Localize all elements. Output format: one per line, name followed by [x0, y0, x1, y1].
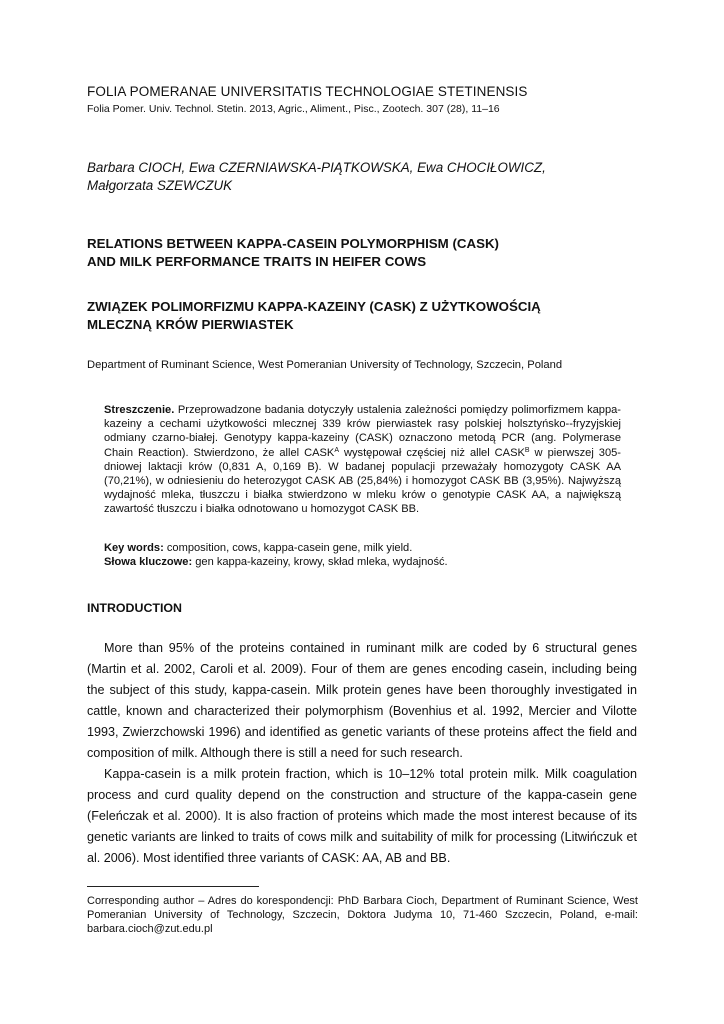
keywords-block — [104, 541, 621, 569]
title-pl-line-1: ZWIĄZEK POLIMORFIZMU KAPPA-KAZEINY (CASK) Z UŻYTKOWOŚCIĄ — [87, 299, 541, 314]
keywords-en-label: Key words: — [104, 542, 164, 554]
keywords-polish — [104, 555, 621, 569]
footnote-divider — [87, 886, 259, 887]
title-pl-line-2: MLECZNĄ KRÓW PIERWIASTEK — [87, 317, 294, 332]
introduction-paragraph-2: Kappa-casein is a milk protein fraction, which is 10–12% total protein milk. Milk coagulation process and curd quality depend on the construction and structure of the kappa-casein gene (Feleńczak et al. 2000). It is also fraction of proteins which made the most interest because of its genetic variants are linked to traits of cows milk and suitability of milk for processing (Litwińczuk et al. 2006). Most identified three variants of CASK: AA, AB and BB. — [87, 767, 637, 865]
journal-citation: Folia Pomer. Univ. Technol. Stetin. 2013, Agric., Aliment., Pisc., Zootech. 307 (28), 11–16 — [87, 103, 500, 115]
abstract-label: Streszczenie. — [104, 404, 175, 416]
paper-title-english — [87, 235, 647, 271]
abstract — [104, 403, 621, 517]
section-heading-introduction: INTRODUCTION — [87, 601, 182, 615]
keywords-pl-label: Słowa kluczowe: — [104, 556, 193, 569]
author-line-1: Barbara CIOCH, Ewa CZERNIAWSKA-PIĄTKOWSKA, Ewa CHOCIŁOWICZ, — [87, 160, 546, 175]
author-line-2: Małgorzata SZEWCZUK — [87, 178, 233, 193]
paper-title-polish — [87, 298, 647, 334]
title-en-line-2: AND MILK PERFORMANCE TRAITS IN HEIFER COWS — [87, 254, 427, 269]
abstract-text-part-2: występował częściej niż allel CASK — [338, 446, 525, 459]
keywords-english — [104, 541, 621, 555]
keywords-pl-text: gen kappa-kazeiny, krowy, skład mleka, wydajność. — [192, 556, 448, 569]
author-affiliation: Department of Ruminant Science, West Pomeranian University of Technology, Szczecin, Poland — [87, 359, 563, 371]
journal-title: FOLIA POMERANAE UNIVERSITATIS TECHNOLOGIAE STETINENSIS — [87, 84, 528, 99]
abstract-text-part-3: w pierwszej 305-dniowej laktacji krów (0,831 A, 0,169 B). W badanej populacji przeważały homozygoty CASK AA (70,21%), w odniesieniu do heterozygot CASK AB (25,84%) i homozygot CASK BB (3,95%). Najwyższą wydajność mleka, tłuszczu i białka stwierdzono w mleku krów o genotypie CASK AA, a największą zawartość tłuszczu i białka odnotowano u homozygot CASK BB. — [104, 446, 621, 516]
introduction-body — [87, 638, 637, 869]
abstract-text-part-1: Przeprowadzone badania dotyczyły ustalenia zależności pomiędzy polimorfizmem kappa-kazeiny a cechami użytkowości mlecznej 339 krów pierwiastek rasy polskiej holsztyńsko--fryzyjskiej odmiany czarno-białej. Genotypy kappa-kazeiny (CASK) oznaczono metodą PCR (ang. Polymerase Chain Reaction). Stwierdzono, że allel CASK — [104, 404, 621, 459]
author-list — [87, 159, 647, 195]
keywords-en-text: composition, cows, kappa-casein gene, milk yield. — [163, 542, 413, 554]
allele-a-superscript: A — [334, 446, 339, 454]
title-en-line-1: RELATIONS BETWEEN KAPPA-CASEIN POLYMORPHISM (CASK) — [87, 236, 499, 251]
introduction-paragraph-1: More than 95% of the proteins contained in ruminant milk are coded by 6 structural genes (Martin et al. 2002, Caroli et al. 2009). Four of them are genes encoding casein, including being the subject of this study, kappa-casein. Milk protein genes have been thoroughly investigated in cattle, known and characterized their polymorphism (Bovenhius et al. 1992, Mercier and Vilotte 1993, Zwierzchowski 1996) and identified as genetic variants of these proteins affect the field and composition of milk. Although there is still a need for such research. — [87, 641, 637, 760]
allele-b-superscript: B — [524, 446, 530, 454]
corresponding-author-footnote: Corresponding author – Adres do korespondencji: PhD Barbara Cioch, Department of Ruminant Science, West Pomeranian University of Technology, Szczecin, Doktora Judyma 10, 71-460 Szczecin, Poland, e-mail: barbara.cioch@zut.edu.pl — [87, 895, 638, 936]
